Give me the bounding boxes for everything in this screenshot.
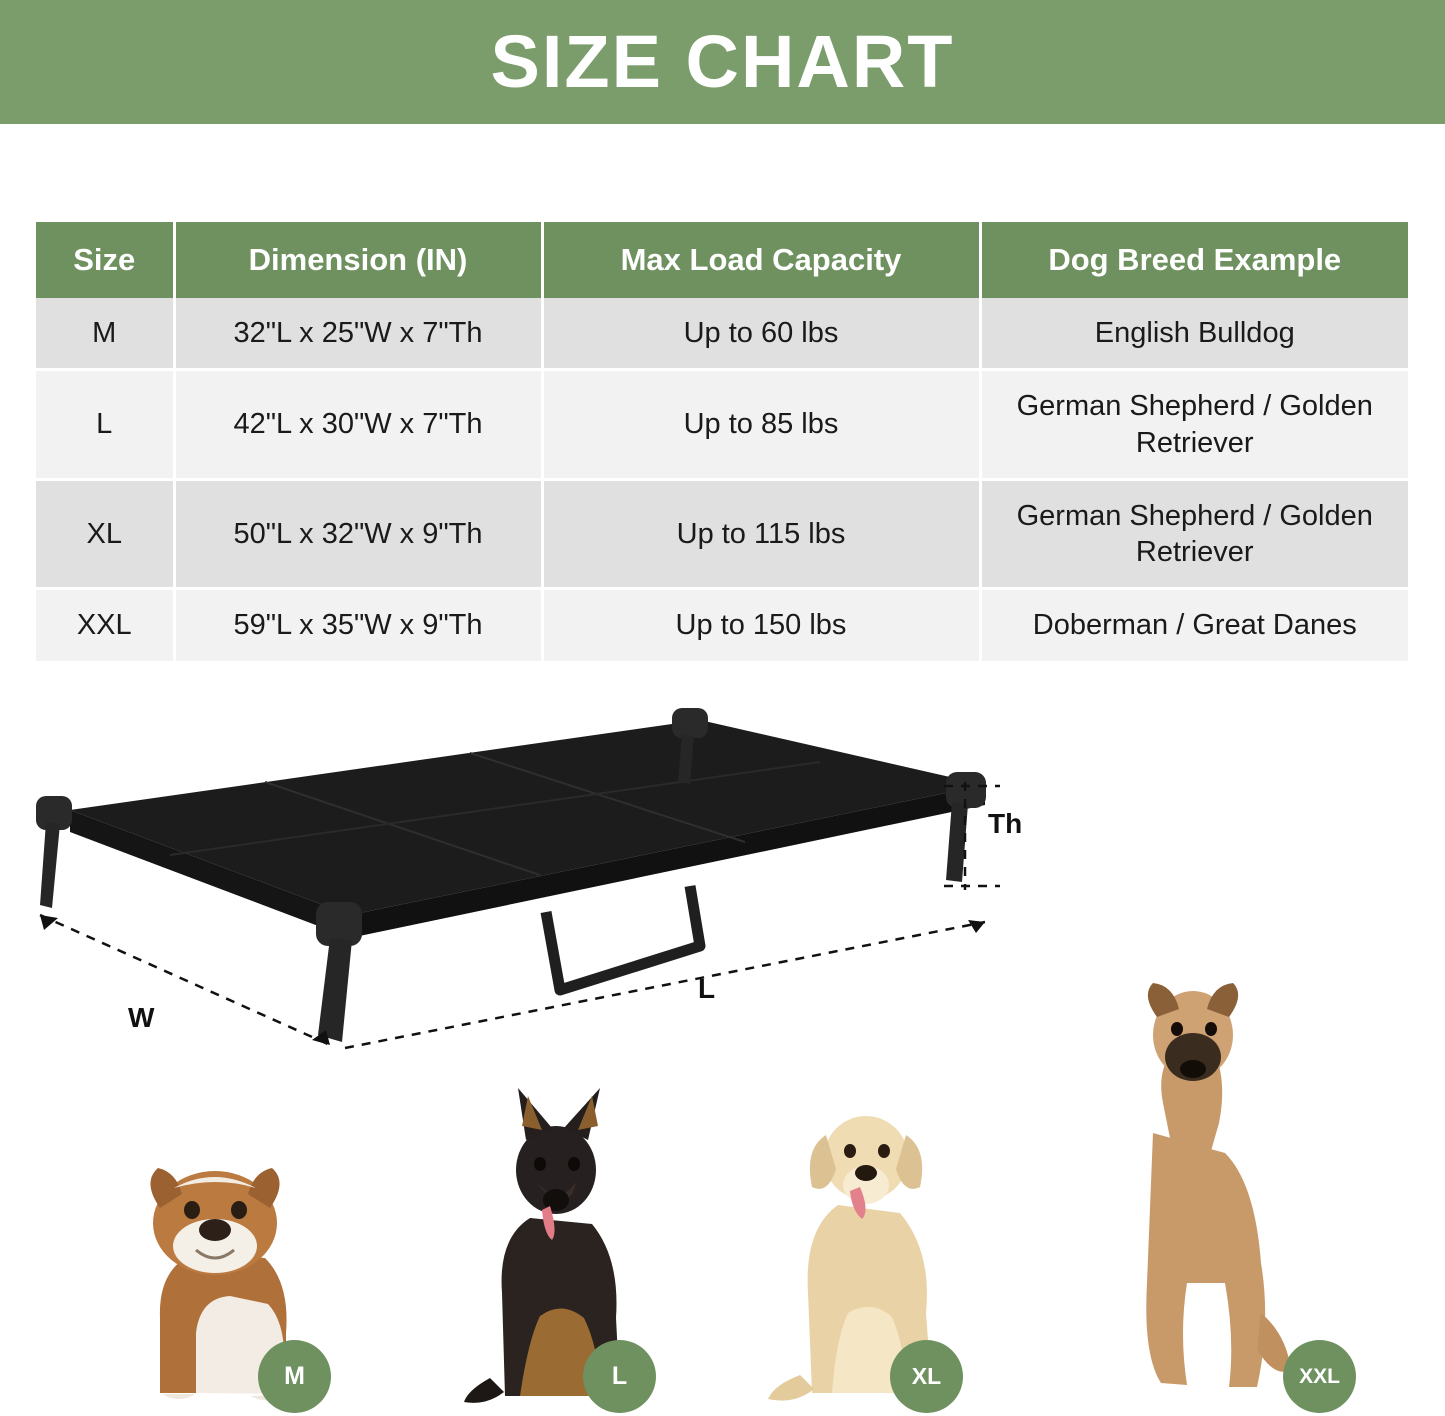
cell-size: M <box>36 298 174 370</box>
cell-breed: Doberman / Great Danes <box>980 589 1408 662</box>
cell-dimension: 50"L x 32"W x 9"Th <box>174 479 542 589</box>
table-header-row <box>36 222 1408 298</box>
table-row <box>36 589 1408 662</box>
size-badge-l: L <box>583 1340 656 1413</box>
dimension-label-width: W <box>128 1002 155 1033</box>
table-row <box>36 298 1408 370</box>
cell-breed: German Shepherd / Golden Retriever <box>980 479 1408 589</box>
page-header-banner <box>0 0 1445 124</box>
table-row <box>36 370 1408 480</box>
table-row <box>36 479 1408 589</box>
column-header-size: Size <box>36 222 174 298</box>
cell-breed: German Shepherd / Golden Retriever <box>980 370 1408 480</box>
cell-max-load: Up to 85 lbs <box>542 370 980 480</box>
cell-dimension: 32"L x 25"W x 7"Th <box>174 298 542 370</box>
column-header-max-load: Max Load Capacity <box>542 222 980 298</box>
dog-breed-images-row <box>0 985 1445 1416</box>
size-badge-xxl: XXL <box>1283 1340 1356 1413</box>
cell-breed: English Bulldog <box>980 298 1408 370</box>
dog-image-great-dane <box>1075 983 1305 1408</box>
size-badge-xl: XL <box>890 1340 963 1413</box>
column-header-breed: Dog Breed Example <box>980 222 1408 298</box>
page-title: SIZE CHART <box>490 20 955 103</box>
dimension-label-length: L <box>698 973 716 1004</box>
cell-dimension: 42"L x 30"W x 7"Th <box>174 370 542 480</box>
cell-max-load: Up to 60 lbs <box>542 298 980 370</box>
dimension-label-height: Th <box>988 808 1023 839</box>
cell-max-load: Up to 115 lbs <box>542 479 980 589</box>
cell-size: L <box>36 370 174 480</box>
size-chart-table <box>36 222 1408 664</box>
cell-max-load: Up to 150 lbs <box>542 589 980 662</box>
column-header-dimension: Dimension (IN) <box>174 222 542 298</box>
cell-dimension: 59"L x 35"W x 9"Th <box>174 589 542 662</box>
cell-size: XXL <box>36 589 174 662</box>
size-table-wrapper <box>36 222 1408 664</box>
size-badge-m: M <box>258 1340 331 1413</box>
cell-size: XL <box>36 479 174 589</box>
